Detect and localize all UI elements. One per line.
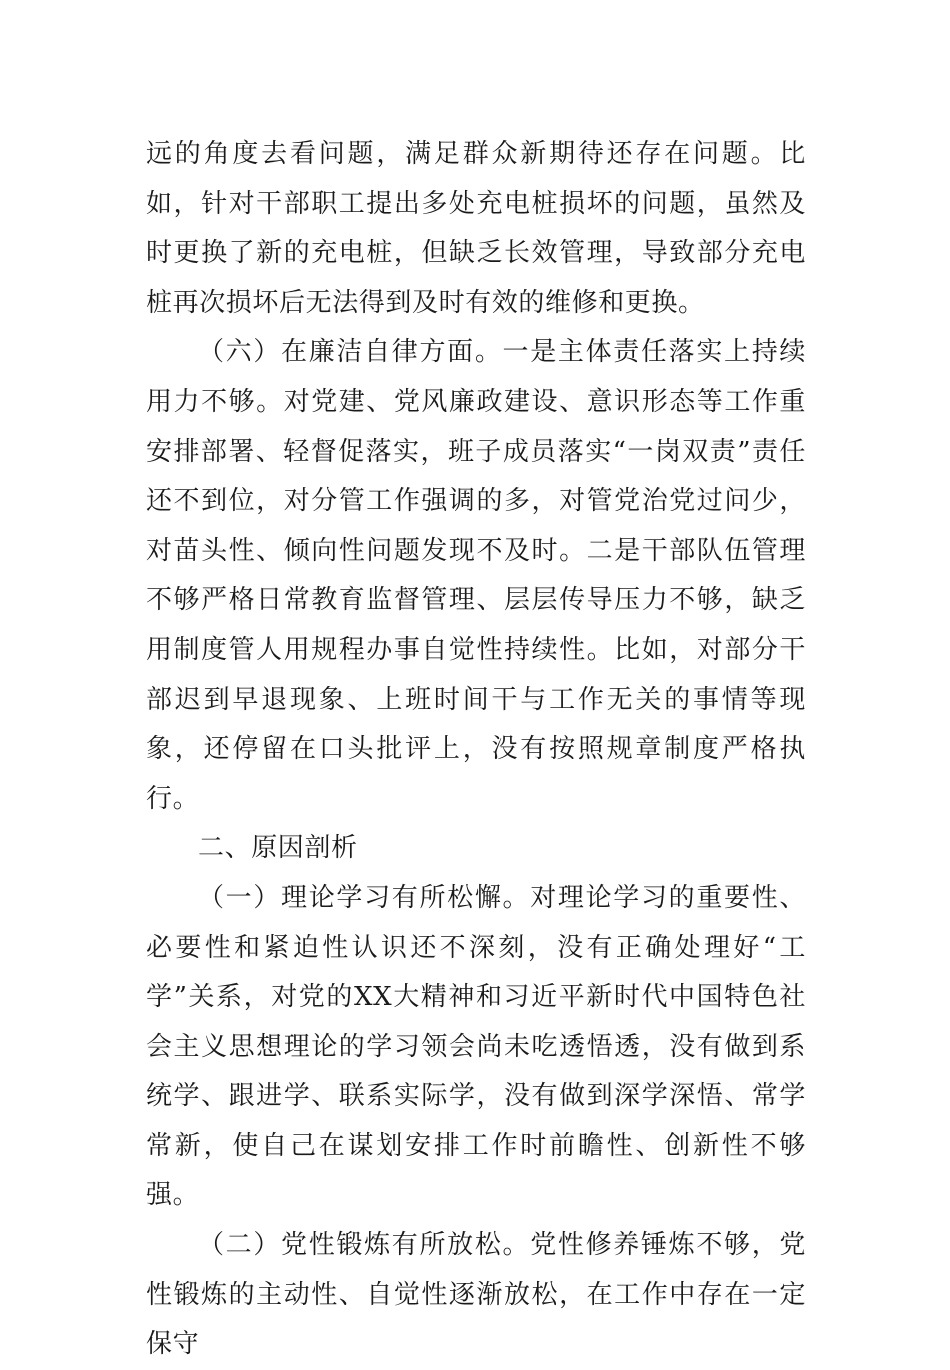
paragraph-continuation: 远的角度去看问题，满足群众新期待还存在问题。比如，针对干部职工提出多处充电桩损坏的问题，虽然及时更换了新的充电桩，但缺乏长效管理，导致部分充电桩再次损坏后无法得到及时有效的维修和更换。 [146, 139, 806, 318]
paragraph-integrity-self-discipline: （六）在廉洁自律方面。一是主体责任落实上持续用力不够。对党建、党风廉政建设、意识形态等工作重安排部署、轻督促落实，班子成员落实“一岗双责”责任还不到位，对分管工作强调的多，对管党治党过问少，对苗头性、倾向性问题发现不及时。二是干部队伍管理不够严格日常教育监督管理、层层传导压力不够，缺乏用制度管人用规程办事自觉性持续性。比如，对部分干部迟到早退现象、上班时间干与工作无关的事情等现象，还停留在口头批评上，没有按照规章制度严格执行。 [146, 337, 806, 814]
paragraph-party-spirit: （二）党性锻炼有所放松。党性修养锤炼不够，党性锻炼的主动性、自觉性逐渐放松，在工作中存在一定保守 [146, 1230, 806, 1360]
paragraph-theory-study: （一）理论学习有所松懈。对理论学习的重要性、必要性和紧迫性认识还不深刻，没有正确处理好“工学”关系，对党的XX大精神和习近平新时代中国特色社会主义思想理论的学习领会尚未吃透悟透，没有做到系统学、跟进学、联系实际学，没有做到深学深悟、常学常新，使自己在谋划安排工作时前瞻性、创新性不够强。 [146, 882, 806, 1211]
section-heading-cause-analysis: 二、原因剖析 [198, 833, 358, 864]
document-page [146, 130, 806, 1370]
